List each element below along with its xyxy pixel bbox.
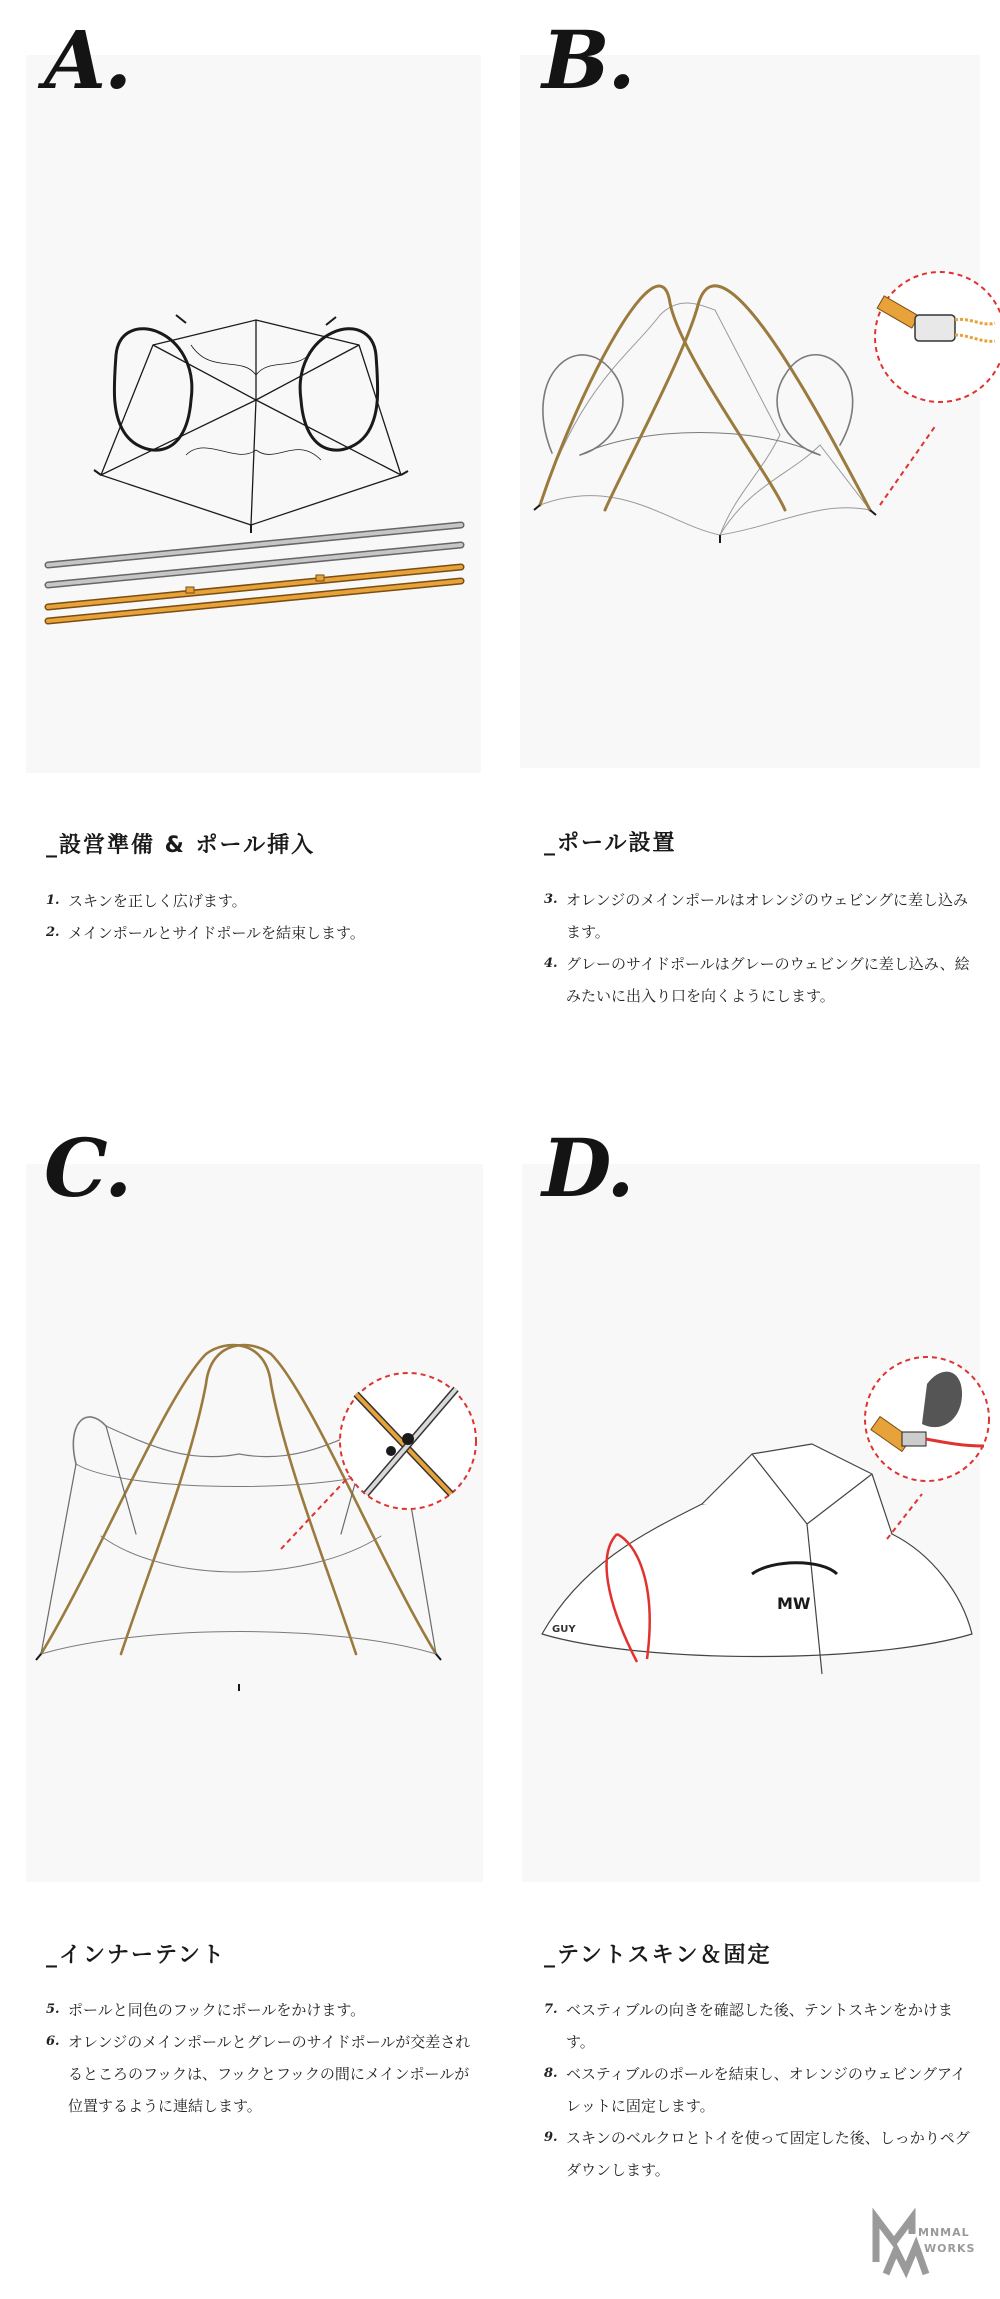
section-letter-a: A. [44, 13, 130, 107]
step-item [46, 885, 476, 917]
step-item [544, 948, 974, 1012]
callout-circle-c [340, 1373, 476, 1509]
step-number: 1. [46, 893, 60, 908]
step-list-a [46, 885, 476, 949]
step-number: 7. [544, 2002, 558, 2017]
step-list-c [46, 1994, 476, 2122]
step-item [46, 917, 476, 949]
inner-tent-illustration [26, 1164, 483, 1882]
brand-mark-icon [872, 2212, 932, 2280]
brand-name-line2: WORKS [924, 2242, 976, 2255]
section-title-d: _テントスキン＆固定 [544, 1943, 772, 1968]
step-text: ベスティブルの向きを確認した後、テントスキンをかけます。 [566, 2001, 953, 2051]
step-text: オレンジのメインポールはオレンジのウェビングに差し込みます。 [566, 891, 969, 941]
step-item [46, 1994, 476, 2026]
step-item [544, 2122, 974, 2186]
orange-main-poles [48, 567, 461, 621]
section-letter-c: C. [44, 1121, 131, 1215]
section-title-a: _設営準備 & ポール挿入 [46, 833, 316, 858]
step-number: 8. [544, 2066, 558, 2081]
tent-logo-mark: MW [777, 1594, 811, 1613]
step-number: 4. [544, 956, 558, 971]
step-text: ベスティブルのポールを結束し、オレンジのウェビングアイレットに固定します。 [566, 2065, 966, 2115]
section-letter-b: B. [542, 13, 634, 107]
section-title-b: _ポール設置 [544, 831, 677, 856]
step-item [544, 1994, 974, 2058]
step-item [544, 2058, 974, 2122]
step-number: 6. [46, 2034, 60, 2049]
step-text: ポールと同色のフックにポールをかけます。 [68, 2001, 366, 2019]
callout-line [281, 1469, 356, 1549]
step-text: スキンを正しく広げます。 [68, 892, 247, 910]
step-number: 3. [544, 892, 558, 907]
step-text: オレンジのメインポールとグレーのサイドポールが交差されるところのフックは、フックとフックの間にメインポールが位置するように連結します。 [68, 2033, 471, 2115]
callout-circle-d [865, 1357, 989, 1481]
step-number: 2. [46, 925, 60, 940]
tent-skin-illustration [522, 1164, 980, 1882]
step-number: 9. [544, 2130, 558, 2145]
step-list-d [544, 1994, 974, 2186]
callout-circle-b [875, 272, 1000, 402]
step-number: 5. [46, 2002, 60, 2017]
callout-line [887, 1494, 922, 1539]
brand-name-line1: MNMAL [918, 2226, 970, 2239]
pole-setup-illustration [520, 55, 980, 768]
step-text: グレーのサイドポールはグレーのウェビングに差し込み、絵みたいに出入り口を向くようにします。 [566, 955, 970, 1005]
section-title-c: _インナーテント [46, 1943, 226, 1968]
section-letter-d: D. [542, 1121, 633, 1215]
step-list-b [544, 884, 974, 1012]
step-item [46, 2026, 476, 2122]
callout-line [880, 425, 936, 505]
brand-logo [872, 2212, 982, 2282]
guy-label: GUY [552, 1624, 576, 1635]
step-text: メインポールとサイドポールを結束します。 [68, 924, 365, 942]
tent-layout-illustration [26, 55, 481, 773]
step-item [544, 884, 974, 948]
step-text: スキンのベルクロとトイを使って固定した後、しっかりペグダウンします。 [566, 2129, 970, 2179]
